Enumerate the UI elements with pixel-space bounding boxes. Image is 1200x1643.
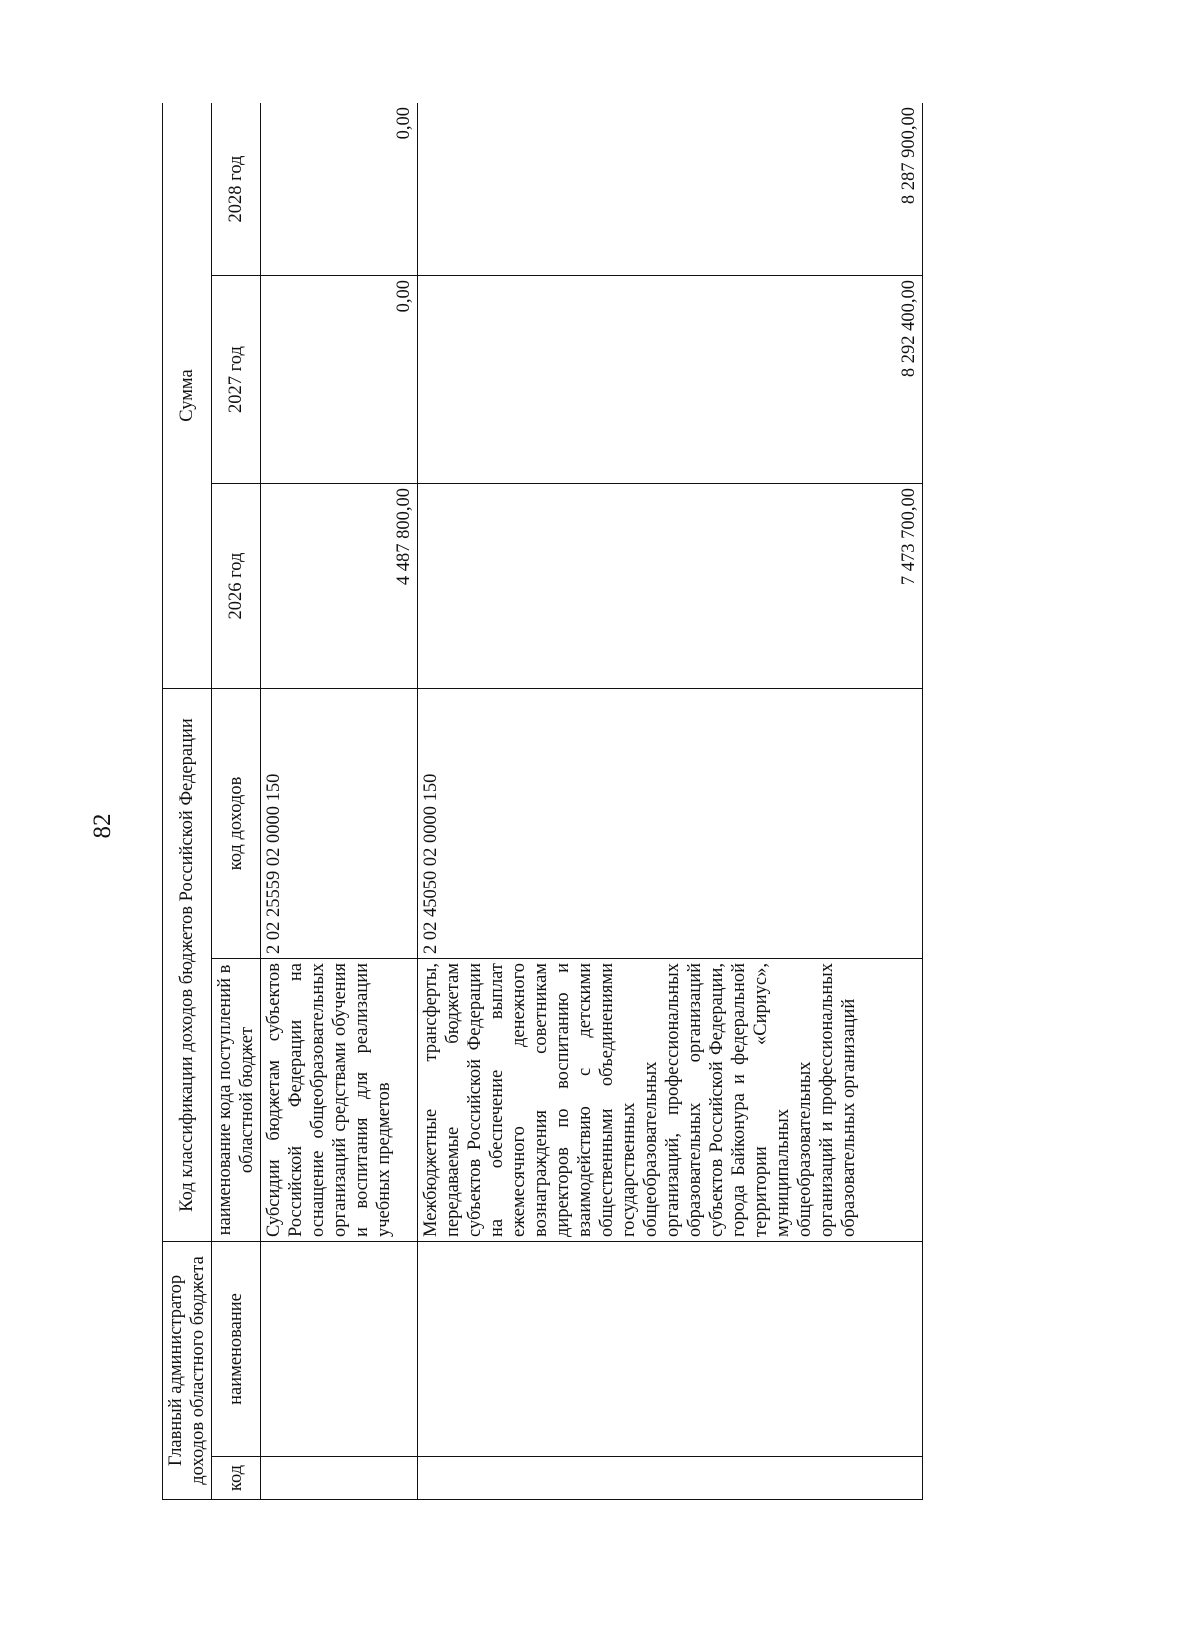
admin-code-cell bbox=[418, 1457, 923, 1500]
header-row-1 bbox=[163, 103, 212, 1500]
admin-name-cell bbox=[261, 1242, 418, 1457]
table-rotation-frame bbox=[162, 103, 964, 1500]
income-name-header: наименование кода поступлений в областной бюджет bbox=[212, 959, 261, 1242]
sum-2027-cell: 8 292 400,00 bbox=[418, 276, 923, 484]
income-code-cell: 2 02 45050 02 0000 150 bbox=[418, 689, 923, 959]
year-2027-header: 2027 год bbox=[212, 276, 261, 484]
sum-2026-cell: 4 487 800,00 bbox=[261, 484, 418, 689]
table-row bbox=[418, 103, 923, 1500]
header-row-2 bbox=[212, 103, 261, 1500]
year-2028-header: 2028 год bbox=[212, 103, 261, 276]
admin-name-header: наименование bbox=[212, 1242, 261, 1457]
income-name-cell: Межбюджетные трансферты, передаваемые бюджетам субъектов Российской Федерации на обеспечение выплат ежемесячного денежного вознаграждения советникам директоров по воспитанию и взаимодействию с детскими общественными объединениями государственных общеобразовательных организаций, профессиональных образовательных организаций субъектов Российской Федерации, города Байконура и федеральной территории «Сириус», муниципальных общеобразовательных организаций и профессиональных образовательных организаций bbox=[418, 959, 923, 1242]
page-number: 82 bbox=[89, 813, 116, 839]
admin-group-header: Главный администратор доходов областного бюджета bbox=[163, 1242, 212, 1500]
sum-2027-cell: 0,00 bbox=[261, 276, 418, 484]
sum-2028-cell: 8 287 900,00 bbox=[418, 103, 923, 276]
income-code-header: код доходов bbox=[212, 689, 261, 959]
classification-group-header: Код классификации доходов бюджетов Российской Федерации bbox=[163, 689, 212, 1242]
sum-2028-cell: 0,00 bbox=[261, 103, 418, 276]
rotated-table-container bbox=[162, 103, 964, 1500]
income-classification-table bbox=[162, 103, 923, 1500]
income-name-cell: Субсидии бюджетам субъектов Российской Федерации на оснащение общеобразовательных организаций средствами обучения и воспитания для реализации учебных предметов bbox=[261, 959, 418, 1242]
sum-group-header: Сумма bbox=[163, 103, 212, 689]
table-row bbox=[261, 103, 418, 1500]
admin-code-header: код bbox=[212, 1457, 261, 1500]
admin-code-cell bbox=[261, 1457, 418, 1500]
income-code-cell: 2 02 25559 02 0000 150 bbox=[261, 689, 418, 959]
year-2026-header: 2026 год bbox=[212, 484, 261, 689]
sum-2026-cell: 7 473 700,00 bbox=[418, 484, 923, 689]
admin-name-cell bbox=[418, 1242, 923, 1457]
